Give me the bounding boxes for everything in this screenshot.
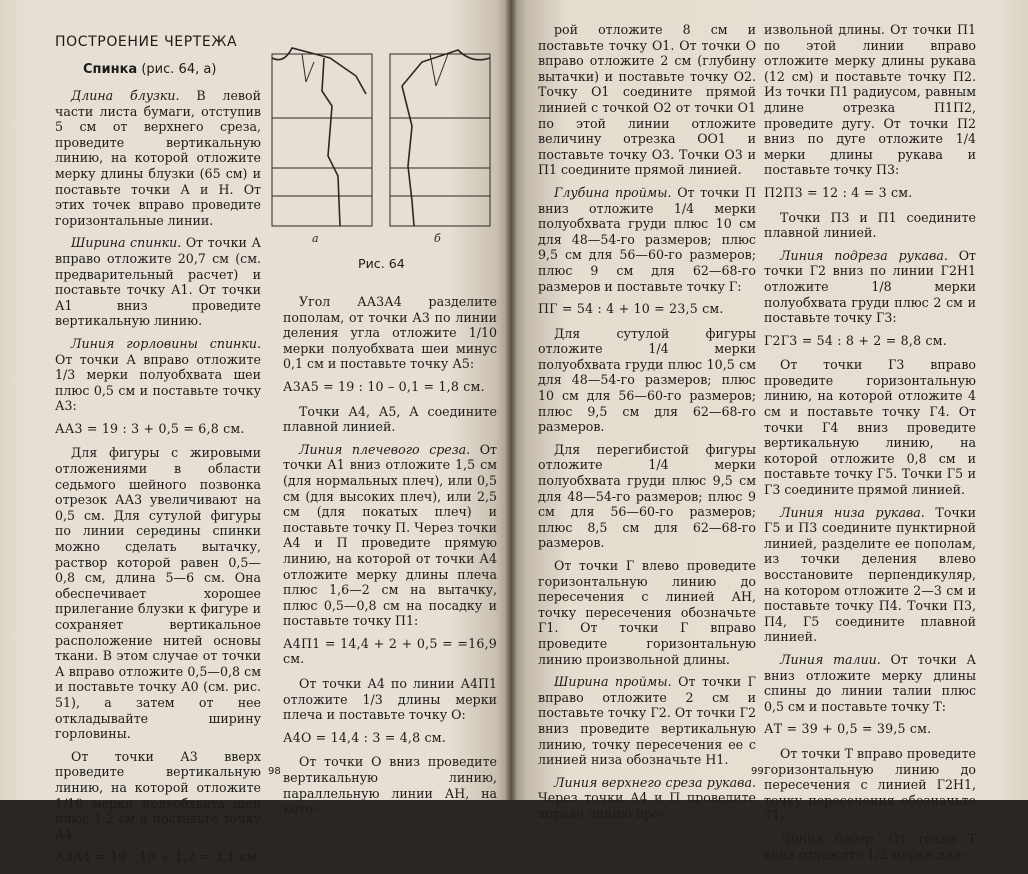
paragraph-lead: Ширина спинки. xyxy=(71,235,182,251)
paragraph-lead: Длина блузки. xyxy=(71,88,180,103)
paragraph xyxy=(764,357,976,497)
paragraph-text: Точки Г5 и П3 соедините пунктирной линией, разделите ее пополам, из точки деления влево восстановите перпендикуляр, на котором отложите 2—3 см и поставьте точку П4. Точки П3, П4, Г5 соедините плавной линией. xyxy=(764,504,976,645)
paragraph xyxy=(764,831,976,862)
left-page xyxy=(0,0,511,865)
paragraph-text: От точки П вниз отложите 1/4 мерки полуобхвата груди плюс 10 см для 48—54-го размеров; плюс 9,5 см для 56—60-го размеров; плюс 9 см для 62—68-го размеров и поставьте точку Г: xyxy=(538,184,756,294)
paragraph-lead: Линия горловины спинки. xyxy=(71,335,261,351)
paragraph xyxy=(538,22,756,178)
paragraph xyxy=(538,558,756,667)
formula: Г2Г3 = 54 : 8 + 2 = 8,8 см. xyxy=(764,332,947,348)
paragraph xyxy=(764,210,976,241)
paragraph-text: От точки Г3 вправо проведите горизонтальную линию, на которой отложите 4 см и поставьте точку Г4. От точки Г4 вниз проведите вертикальную линию, на которой отложите 0,8 см и поставьте точку Г5. Точки Г5 и Г3 соедините прямой линией. xyxy=(764,357,976,498)
formula: А4О = 14,4 : 3 = 4,8 см. xyxy=(283,729,446,745)
paragraph-lead: Линия подреза рукава. xyxy=(780,247,948,263)
paragraph-text: От точки Г вправо отложите 2 см и поставьте точку Г2. От точки Г2 вниз проведите вертикальную линию, точку пересечения ее с линией низа обозначьте Н1. xyxy=(538,674,756,768)
paragraph xyxy=(55,235,261,329)
subsection-figure-ref: (рис. 64, а) xyxy=(141,62,217,77)
paragraph xyxy=(283,754,497,816)
shoulder-curve-b xyxy=(402,50,490,86)
paragraph xyxy=(764,248,976,326)
paragraph xyxy=(283,676,497,723)
paragraph-lead: Линия бедер. xyxy=(780,830,878,846)
paragraph xyxy=(283,294,497,372)
paragraph xyxy=(538,326,756,435)
right-page xyxy=(511,0,1028,862)
paragraph-text: рой отложите 8 см и поставьте точку О1. От точки О вправо отложите 2 см (глубину вытачки) и поставьте точку О2. Точку О1 соедините прямой линией с точкой О2 от точки О1 по этой линии отложите величину отрезка ОО1 и поставьте точку О3. Точки О3 и П1 соедините прямой линией. xyxy=(538,22,756,178)
paragraph-text: Для сутулой фигуры отложите 1/4 мерки полуобхвата груди плюс 10,5 см для 48—54-го размеров; плюс 10 см для 56—60-го размеров; плюс 9,5 см для 62—68-го размеров. xyxy=(538,325,756,435)
paragraph xyxy=(764,746,976,824)
text-column-3 xyxy=(538,22,756,829)
shoulder-curve-a xyxy=(272,48,366,94)
paragraph-text: Через точки А4 и П проведите вправо линию про- xyxy=(538,790,756,821)
paragraph-text: В левой части листа бумаги, отступив 5 см от верхнего среза, проведите вертикальную линию, на которой отложите мерку длины блузки (65 см) и поставьте точки А и Н. От этих точек вправо проведите горизонтальные линии. xyxy=(55,88,261,228)
paragraph-text: От точки О вниз проведите вертикальную линию, параллельную линии АН, на кото- xyxy=(283,754,497,817)
side-curve-a xyxy=(322,58,340,226)
formula: А3А4 = 19 : 10 + 1,2 = 3,1 см. xyxy=(55,849,261,865)
paragraph xyxy=(538,442,756,551)
paragraph-text: Для перегибистой фигуры отложите 1/4 мерки полуобхвата груди плюс 9,5 см для 48—54-го размеров; плюс 9 см для 56—60-го размеров; плюс 8,5 см для 62—68-го размеров. xyxy=(538,441,756,551)
paragraph-text: Точки А4, А5, А соедините плавной линией. xyxy=(283,403,497,435)
book-gutter xyxy=(505,0,517,800)
paragraph xyxy=(764,505,976,645)
paragraph-text: От точки А3 вверх проведите вертикальную линию, на которой отложите 1/10 мерки полуобхвата шеи плюс 1,2 см и поставьте точку А4: xyxy=(55,748,261,842)
paragraph-lead: Глубина проймы. xyxy=(554,184,672,200)
paragraph-text: извольной длины. От точки П1 по этой линии вправо отложите мерку длины рукава (12 см) и поставьте точку П2. Из точки П1 радиусом, равным длине отрезка П1П2, проведите дугу. От точки П2 вниз по дуге отложите 1/4 мерки длины рукава и поставьте точку П3: xyxy=(764,22,976,178)
paragraph-text: Угол АА3А4 разделите пополам, от точки А3 по линии деления угла отложите 1/10 мерки полуобхвата шеи минус 0,1 см и поставьте точку А5: xyxy=(283,294,497,372)
paragraph-lead: Линия низа рукава. xyxy=(780,504,925,520)
paragraph xyxy=(538,775,756,822)
paragraph xyxy=(55,88,261,228)
subsection-title: Спинка xyxy=(83,62,138,77)
figure-label-a: а xyxy=(312,232,319,245)
subsection-heading xyxy=(83,62,216,77)
paragraph-lead: Линия плечевого среза. xyxy=(299,441,471,457)
paragraph xyxy=(764,652,976,714)
text-column-4 xyxy=(764,22,976,869)
text-column-2 xyxy=(283,294,497,824)
page-number-left: 98 xyxy=(268,766,281,777)
formula: АТ = 39 + 0,5 = 39,5 см. xyxy=(764,721,932,737)
paragraph xyxy=(764,22,976,178)
paragraph-lead: Линия верхнего среза рукава. xyxy=(554,774,756,790)
formula: АА3 = 19 : 3 + 0,5 = 6,8 см. xyxy=(55,420,245,436)
paragraph xyxy=(55,445,261,741)
pattern-figure xyxy=(262,36,498,246)
formula: ПГ = 54 : 4 + 10 = 23,5 см. xyxy=(538,301,724,317)
text-column-1 xyxy=(55,88,261,874)
paragraph xyxy=(283,442,497,629)
formula: А4П1 = 14,4 + 2 + 0,5 = =16,9 см. xyxy=(283,635,497,667)
paragraph-text: От точки А вниз отложите мерку длины спины до линии талии плюс 0,5 см и поставьте точку Т: xyxy=(764,651,977,714)
paragraph-lead: Ширина проймы. xyxy=(554,674,672,690)
paragraph-text: От точки Г влево проведите горизонтальную линию до пересечения с линией АН, точку пересечения обозначьте Г1. От точки Г вправо проведите горизонтальную линию произвольной длины. xyxy=(538,558,756,667)
dart-a xyxy=(302,54,306,82)
dart-a2 xyxy=(306,62,314,82)
figure-caption: Рис. 64 xyxy=(358,256,405,271)
formula: П2П3 = 12 : 4 = 3 см. xyxy=(764,184,913,200)
paragraph-text: От точки А вправо отложите 1/3 мерки полуобхвата шеи плюс 0,5 см и поставьте точку А3: xyxy=(55,351,261,414)
formula: А3А5 = 19 : 10 – 0,1 = 1,8 см. xyxy=(283,378,485,394)
paragraph xyxy=(55,336,261,414)
paragraph xyxy=(55,749,261,843)
paragraph-text: Для фигуры с жировыми отложениями в области седьмого шейного позвонка отрезок АА3 увеличивают на 0,5 см. Для сутулой фигуры по линии середины спинки можно сделать вытачку, раствор которой равен 0,5—0,8 см, длина 5—6 см. Она обеспечивает хорошее прилегание блузки к фигуре и сохраняет вертикальное расположение нитей основы ткани. В этом случае от точки А вправо отложите 0,5—0,8 см и поставьте точку А0 (см. рис. 51), а затем от нее откладывайте ширину горловины. xyxy=(55,445,261,742)
paragraph-text: От точки А1 вниз отложите 1,5 см (для нормальных плеч), или 0,5 см (для высоких плеч), или 2,5 см (для покатых плеч) и поставьте точку П. Через точки А4 и П проведите прямую линию, на которой от точки А4 отложите мерку длины плеча плюс 1,6—2 см на вытачку, плюс 0,5—0,8 см на посадку и поставьте точку П1: xyxy=(283,441,497,629)
paragraph-text: От точки Г2 вниз по линии Г2Н1 отложите 1/8 мерки полуобхвата груди плюс 2 см и поставьте точку Г3: xyxy=(764,247,976,326)
paragraph-text: От точки Т вправо проведите горизонтальную линию до пересечения с линией Г2Н1, точку пересечения обозначьте Т1. xyxy=(764,745,976,824)
section-heading: ПОСТРОЕНИЕ ЧЕРТЕЖА xyxy=(55,34,238,50)
side-curve-b xyxy=(402,86,414,226)
paragraph-text: От точки А4 по линии А4П1 отложите 1/3 длины мерки плеча и поставьте точку О: xyxy=(283,676,497,723)
paragraph xyxy=(283,404,497,435)
figure-label-b: б xyxy=(434,232,441,245)
paragraph xyxy=(538,185,756,294)
pattern-frame-b xyxy=(390,54,490,226)
paragraph xyxy=(538,674,756,768)
dart-b2 xyxy=(436,54,448,86)
paragraph-lead: Линия талии. xyxy=(780,651,881,667)
pattern-drawing xyxy=(262,36,498,246)
paragraph-text: От точки А вправо отложите 20,7 см (см. предварительный расчет) и поставьте точку А1. От точки А1 вниз проведите вертикальную линию. xyxy=(55,235,262,329)
paragraph-text: Точки П3 и П1 соедините плавной линией. xyxy=(764,209,976,241)
page-number-right: 99 xyxy=(751,766,764,777)
paragraph-text: От точки Т вниз отложите 1/2 мерки дли- xyxy=(764,830,976,862)
